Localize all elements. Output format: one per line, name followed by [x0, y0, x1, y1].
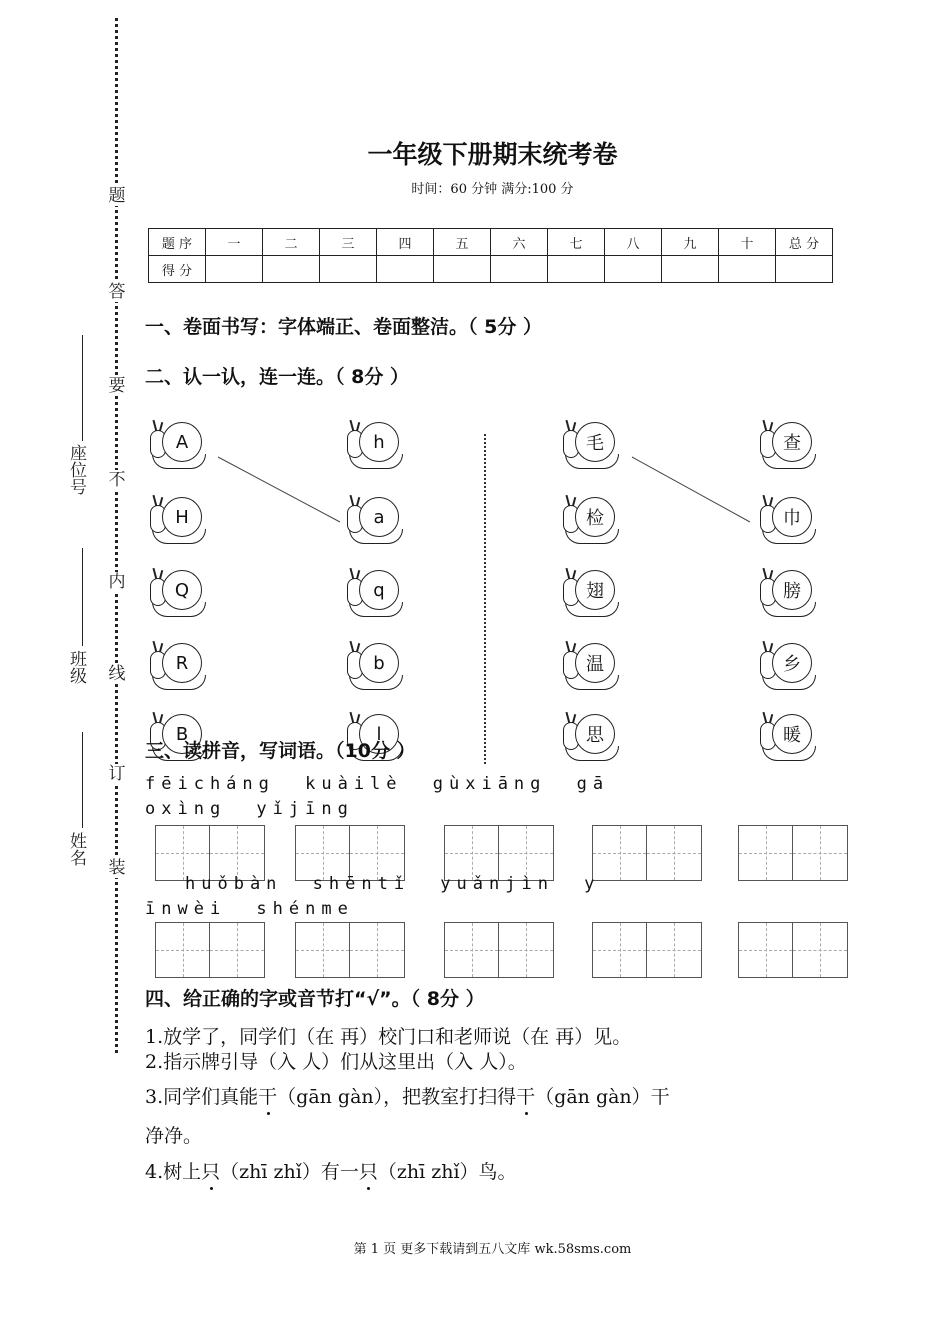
pinyin-line: huǒbàn shēntǐ yuǎnjìn y: [185, 874, 601, 894]
snail-letter: B: [162, 714, 202, 754]
score-header-cell: 四: [377, 229, 434, 256]
seal-char: 订: [108, 764, 126, 784]
writing-grid[interactable]: [592, 825, 702, 881]
score-header-cell: 八: [605, 229, 662, 256]
score-header-cell: 六: [491, 229, 548, 256]
section-1-heading: 一、卷面书写：字体端正、卷面整洁。（ 5分 ）: [145, 312, 542, 339]
dotted-char: 只: [358, 1161, 378, 1183]
snail-char: 翅: [575, 570, 615, 610]
snail-card[interactable]: [760, 568, 820, 618]
snail-letter: R: [162, 643, 202, 683]
score-header-cell: 总 分: [776, 229, 833, 256]
snail-char: 毛: [575, 422, 615, 462]
section-3-heading: 三、读拼音，写词语。（10分 ）: [145, 740, 416, 762]
snail-card[interactable]: [563, 641, 623, 691]
question-text: （zhī zhǐ）有一: [220, 1161, 359, 1183]
question-text: 4.树上: [145, 1161, 202, 1183]
class-label: 班级: [66, 650, 86, 684]
question-2: 2.指示牌引导（入 人）们从这里出（入 人）。: [145, 1051, 527, 1073]
seal-char: 内: [108, 572, 126, 592]
writing-grid[interactable]: [155, 922, 265, 978]
section-2-heading: 二、认一认，连一连。（ 8分 ）: [145, 362, 409, 389]
score-header-cell: 七: [548, 229, 605, 256]
snail-card[interactable]: [347, 420, 407, 470]
dotted-char: 干: [516, 1086, 536, 1108]
snail-card[interactable]: [760, 641, 820, 691]
writing-grid[interactable]: [295, 825, 405, 881]
writing-grid[interactable]: [444, 922, 554, 978]
question-1: 1.放学了，同学们（在 再）校门口和老师说（在 再）见。: [145, 1026, 632, 1048]
writing-grid[interactable]: [295, 922, 405, 978]
snail-card[interactable]: [347, 641, 407, 691]
example-match-line: [218, 457, 340, 522]
pinyin-line: fēicháng kuàilè gùxiāng gā: [145, 774, 610, 794]
snail-letter: h: [359, 422, 399, 462]
column-divider: [484, 434, 486, 764]
score-header-cell: 二: [263, 229, 320, 256]
snail-letter: Q: [162, 570, 202, 610]
score-header-cell: 三: [320, 229, 377, 256]
snail-letter: A: [162, 422, 202, 462]
question-3: [145, 1082, 670, 1109]
name-label: 姓名: [66, 832, 86, 866]
score-header-cell: 十: [719, 229, 776, 256]
snail-card[interactable]: [563, 420, 623, 470]
seal-char: 不: [108, 470, 126, 490]
example-match-line: [632, 457, 750, 522]
writing-grid[interactable]: [155, 825, 265, 881]
writing-grid[interactable]: [444, 825, 554, 881]
seal-char: 题: [108, 186, 126, 206]
snail-letter: a: [359, 497, 399, 537]
pinyin-line: oxìng yǐjīng: [145, 799, 354, 819]
page-footer: 第 1 页 更多下载请到五八文库 wk.58sms.com: [353, 1242, 632, 1257]
writing-grid[interactable]: [738, 825, 848, 881]
seal-char: 装: [108, 858, 126, 878]
score-header-cell: 九: [662, 229, 719, 256]
snail-card[interactable]: [760, 495, 820, 545]
question-3-cont: 净净。: [145, 1125, 203, 1147]
snail-card[interactable]: [563, 568, 623, 618]
question-4: [145, 1157, 517, 1184]
seal-char: 要: [108, 376, 126, 396]
score-header-cell: 一: [206, 229, 263, 256]
question-text: （zhī zhǐ）鸟。: [377, 1161, 517, 1183]
writing-grid[interactable]: [738, 922, 848, 978]
dotted-char: 干: [258, 1086, 278, 1108]
pinyin-line: īnwèi shénme: [145, 899, 354, 919]
snail-card[interactable]: [347, 568, 407, 618]
snail-card[interactable]: [563, 495, 623, 545]
snail-letter: H: [162, 497, 202, 537]
snail-card[interactable]: [760, 712, 820, 762]
question-text: 3.同学们真能: [145, 1086, 259, 1108]
page-title: 一年级下册期末统考卷: [367, 140, 618, 169]
seat-label: 座位号: [66, 444, 86, 495]
snail-card[interactable]: [347, 495, 407, 545]
snail-char: 巾: [772, 497, 812, 537]
seal-char: 线: [108, 664, 126, 684]
question-text: （gān gàn）干: [535, 1086, 670, 1108]
snail-card[interactable]: [150, 495, 210, 545]
score-row-label: 得 分: [149, 256, 206, 283]
snail-char: 思: [575, 714, 615, 754]
snail-card[interactable]: [563, 712, 623, 762]
snail-card[interactable]: [150, 420, 210, 470]
section-4-heading: 四、给正确的字或音节打“√”。（ 8分 ）: [145, 984, 485, 1011]
score-header-cell: 五: [434, 229, 491, 256]
snail-card[interactable]: [760, 420, 820, 470]
snail-char: 温: [575, 643, 615, 683]
snail-card[interactable]: [150, 568, 210, 618]
snail-letter: l: [359, 714, 399, 754]
snail-letter: q: [359, 570, 399, 610]
snail-char: 暖: [772, 714, 812, 754]
dotted-char: 只: [201, 1161, 221, 1183]
question-text: （gān gàn），把教室打扫得: [277, 1086, 517, 1108]
writing-grid[interactable]: [592, 922, 702, 978]
snail-char: 膀: [772, 570, 812, 610]
snail-char: 乡: [772, 643, 812, 683]
score-header-cell: 题 序: [149, 229, 206, 256]
snail-char: 检: [575, 497, 615, 537]
exam-info: 时间：60 分钟 满分:100 分: [411, 182, 574, 197]
seal-char: 答: [108, 282, 126, 302]
snail-letter: b: [359, 643, 399, 683]
snail-card[interactable]: [150, 641, 210, 691]
snail-char: 查: [772, 422, 812, 462]
